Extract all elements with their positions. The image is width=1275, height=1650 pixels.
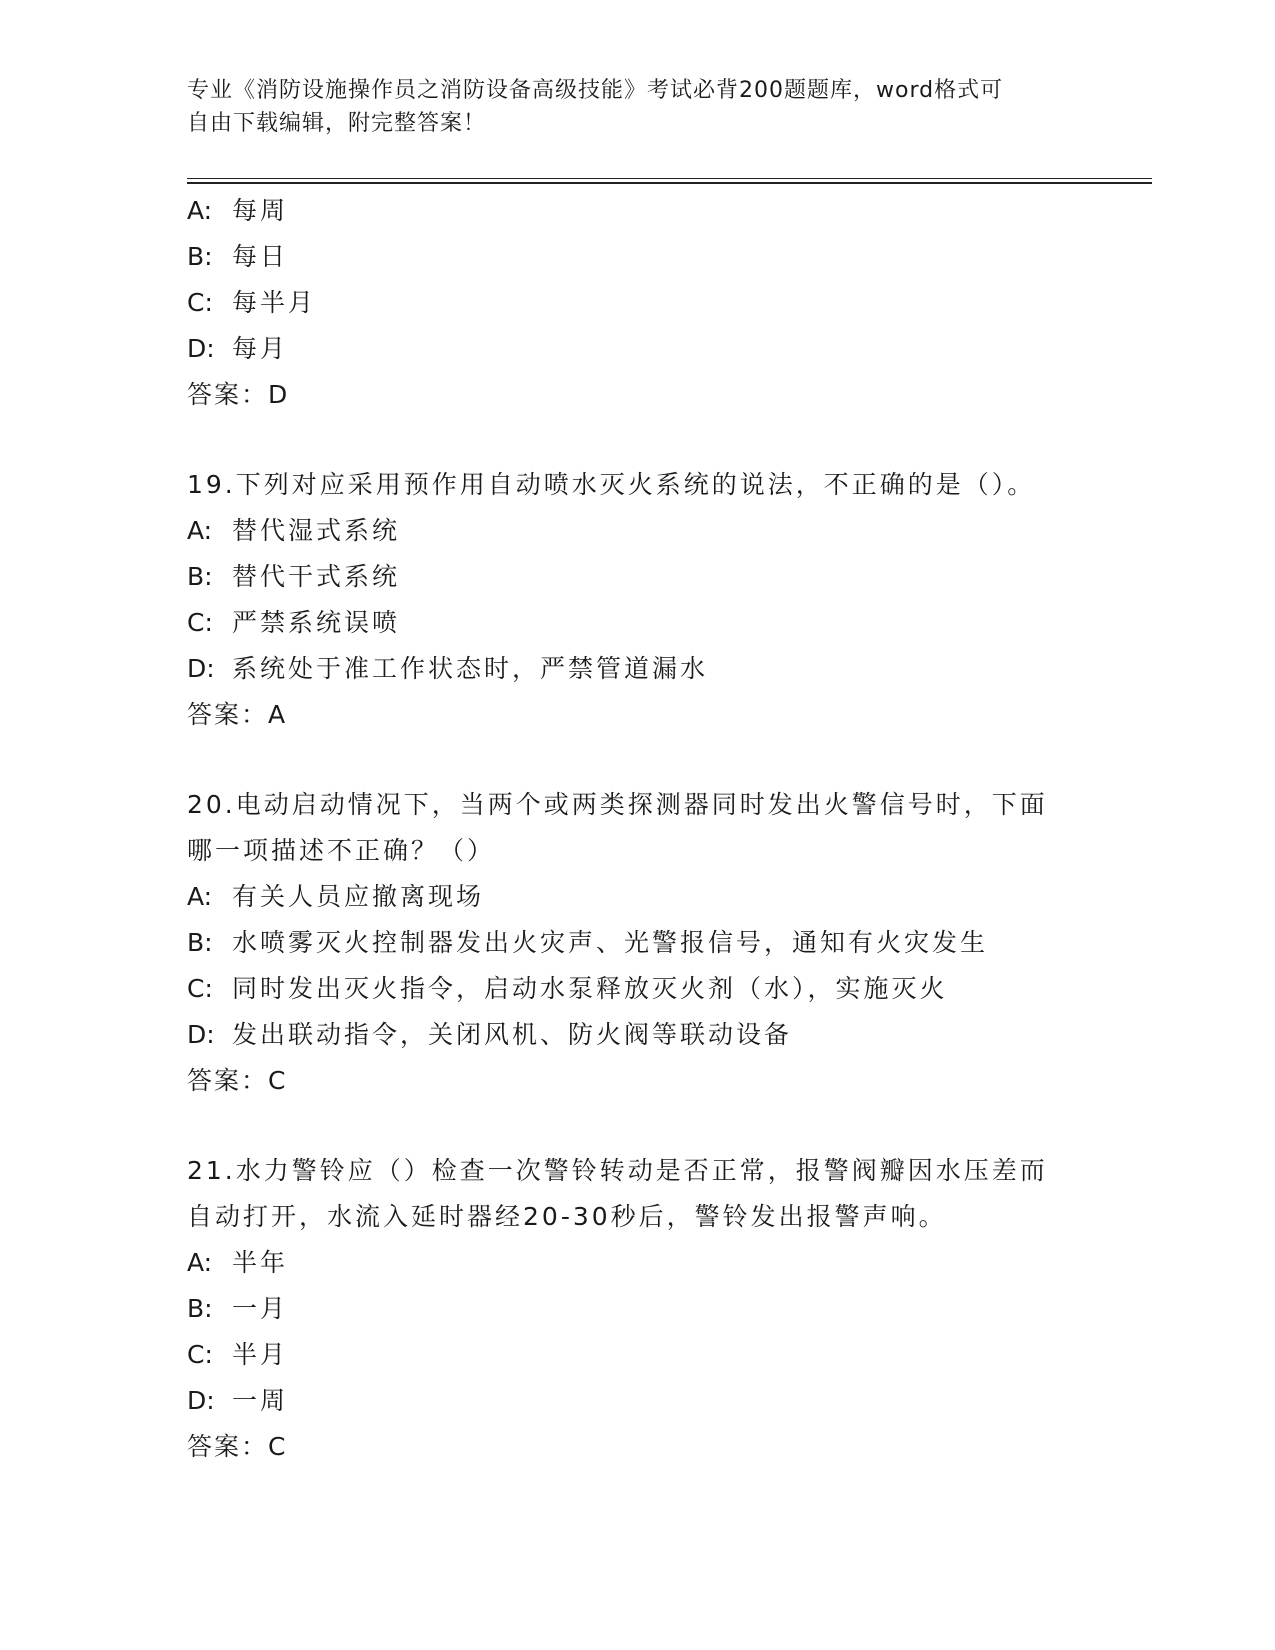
header-line-1: 专业《消防设施操作员之消防设备高级技能》考试必背200题题库，word格式可 xyxy=(187,78,1004,103)
option-letter: C: xyxy=(187,1340,213,1369)
question-stem: 20.电动启动情况下，当两个或两类探测器同时发出火警信号时，下面 xyxy=(187,790,1048,819)
answer-line: 答案：A xyxy=(187,700,288,729)
question-stem: 21.水力警铃应（）检查一次警铃转动是否正常，报警阀瓣因水压差而 xyxy=(187,1156,1048,1185)
option-a xyxy=(187,188,1087,234)
option-text: 每日 xyxy=(232,242,289,271)
option-text: 半月 xyxy=(232,1340,289,1369)
option-text: 一月 xyxy=(232,1294,289,1323)
question-spacer xyxy=(187,1104,1087,1148)
answer-line: 答案：D xyxy=(187,380,290,409)
option-letter: B: xyxy=(187,928,213,957)
option-text: 半年 xyxy=(232,1248,289,1277)
question-19 xyxy=(187,462,1087,738)
option-text: 每半月 xyxy=(232,288,317,317)
option-letter: D: xyxy=(187,1020,215,1049)
option-letter: A: xyxy=(187,196,213,225)
document-header xyxy=(187,74,1067,140)
question-20 xyxy=(187,782,1087,1104)
question-stem: 19.下列对应采用预作用自动喷水灭火系统的说法，不正确的是（）。 xyxy=(187,470,1036,499)
option-letter: D: xyxy=(187,334,215,363)
option-letter: C: xyxy=(187,608,213,637)
option-letter: C: xyxy=(187,974,213,1003)
option-letter: A: xyxy=(187,1248,213,1277)
option-letter: A: xyxy=(187,516,213,545)
answer-line: 答案：C xyxy=(187,1432,288,1461)
option-letter: A: xyxy=(187,882,213,911)
question-18 xyxy=(187,188,1087,418)
question-stem-continued: 哪一项描述不正确？（） xyxy=(187,836,496,865)
option-a xyxy=(187,874,1087,920)
header-rule-thick xyxy=(187,182,1152,184)
option-a xyxy=(187,508,1087,554)
header-rule-thin xyxy=(187,178,1152,179)
option-d xyxy=(187,1012,1087,1058)
option-letter: B: xyxy=(187,1294,213,1323)
option-letter: D: xyxy=(187,654,215,683)
question-stem-continued: 自动打开，水流入延时器经20-30秒后，警铃发出报警声响。 xyxy=(187,1202,947,1231)
option-text: 系统处于准工作状态时，严禁管道漏水 xyxy=(232,654,709,683)
option-text: 发出联动指令，关闭风机、防火阀等联动设备 xyxy=(232,1020,793,1049)
option-a xyxy=(187,1240,1087,1286)
option-text: 同时发出灭火指令，启动水泵释放灭火剂（水），实施灭火 xyxy=(232,974,948,1003)
option-letter: D: xyxy=(187,1386,215,1415)
option-letter: C: xyxy=(187,288,213,317)
option-d xyxy=(187,646,1087,692)
option-text: 有关人员应撤离现场 xyxy=(232,882,485,911)
option-text: 严禁系统误喷 xyxy=(232,608,401,637)
option-c xyxy=(187,600,1087,646)
option-text: 替代干式系统 xyxy=(232,562,401,591)
option-letter: B: xyxy=(187,242,213,271)
question-spacer xyxy=(187,738,1087,782)
option-c xyxy=(187,280,1087,326)
option-b xyxy=(187,554,1087,600)
question-spacer xyxy=(187,418,1087,462)
option-c xyxy=(187,1332,1087,1378)
option-letter: B: xyxy=(187,562,213,591)
answer-line: 答案：C xyxy=(187,1066,288,1095)
option-b xyxy=(187,1286,1087,1332)
option-c xyxy=(187,966,1087,1012)
option-text: 一周 xyxy=(232,1386,289,1415)
header-line-2: 自由下载编辑，附完整答案！ xyxy=(187,111,487,136)
question-list xyxy=(187,188,1087,1470)
option-text: 水喷雾灭火控制器发出火灾声、光警报信号，通知有火灾发生 xyxy=(232,928,989,957)
option-text: 替代湿式系统 xyxy=(232,516,401,545)
option-d xyxy=(187,326,1087,372)
option-text: 每月 xyxy=(232,334,289,363)
option-b xyxy=(187,234,1087,280)
option-b xyxy=(187,920,1087,966)
question-21 xyxy=(187,1148,1087,1470)
option-d xyxy=(187,1378,1087,1424)
option-text: 每周 xyxy=(232,196,289,225)
